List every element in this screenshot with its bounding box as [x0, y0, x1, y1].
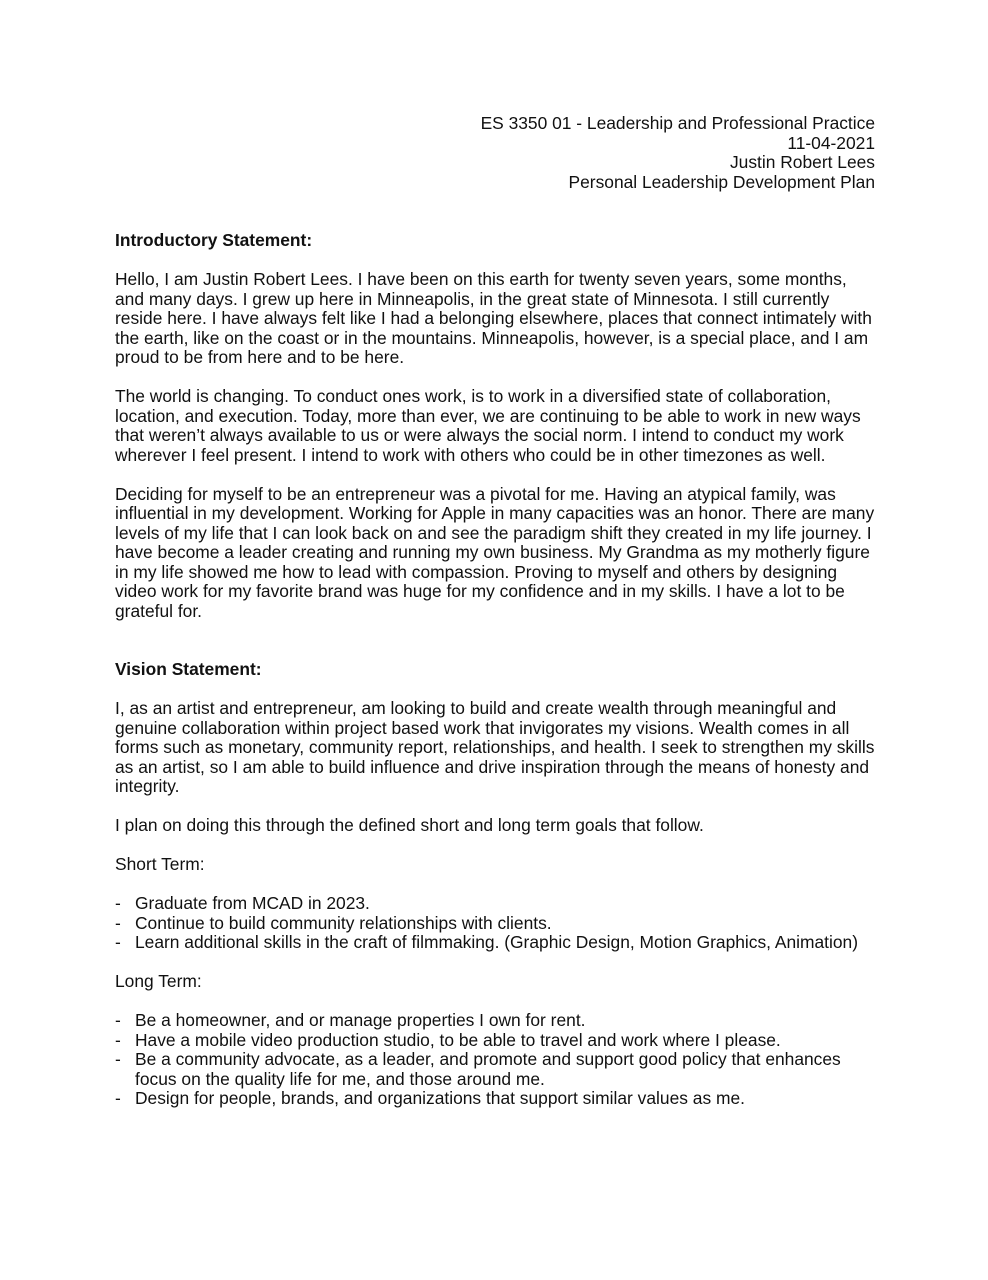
intro-paragraph: The world is changing. To conduct ones work, is to work in a diversified state of collaboration, location, and execution. Today, more than ever, we are continuing to be able to work in new ways that weren’t always available to us or were always the social norm. I intend to conduct my work wherever I feel present. I intend to work with others who could be in other timezones as well.: [115, 386, 861, 465]
short-term-label: Short Term:: [115, 854, 205, 874]
list-item-text: Continue to build community relationships with clients.: [135, 912, 552, 933]
list-item: [115, 1089, 875, 1109]
course-line: ES 3350 01 - Leadership and Professional Practice: [480, 113, 875, 133]
dash-marker: -: [115, 1010, 121, 1030]
list-item: [115, 1031, 875, 1051]
dash-marker: -: [115, 1049, 121, 1069]
list-item-text: Design for people, brands, and organizations that support similar values as me.: [135, 1088, 745, 1108]
list-item: [115, 1011, 875, 1031]
dash-marker: -: [115, 893, 121, 913]
intro-paragraph: Hello, I am Justin Robert Lees. I have been on this earth for twenty seven years, some months, and many days. I grew up here in Minneapolis, in the great state of Minnesota. I still currently reside here. I have always felt like I had a belonging elsewhere, places that connect intimately with the earth, like on the coast or in the mountains. Minneapolis, however, is a special place, and I am proud to be from here and to be here.: [115, 269, 872, 367]
vision-paragraph: I plan on doing this through the defined short and long term goals that follow.: [115, 815, 704, 835]
vision-heading: Vision Statement:: [115, 659, 262, 679]
list-item-text: Have a mobile video production studio, to be able to travel and work where I please.: [135, 1029, 781, 1050]
list-item-text: Be a community advocate, as a leader, and promote and support good policy that enhances focus on the quality life for me, and those around me.: [135, 1049, 841, 1089]
dash-marker: -: [115, 1029, 121, 1050]
document-header: [115, 114, 875, 192]
vision-paragraph: I, as an artist and entrepreneur, am looking to build and create wealth through meaningful and genuine collaboration within project based work that invigorates my visions. Wealth comes in all forms such as monetary, community report, relationships, and health. I seek to strengthen my skills as an artist, so I am able to build influence and drive inspiration through the means of honesty and integrity.: [115, 698, 875, 796]
intro-section: [115, 231, 875, 621]
date-line: 11-04-2021: [787, 132, 875, 153]
author-line: Justin Robert Lees: [729, 152, 875, 172]
dash-marker: -: [115, 932, 121, 952]
long-term-label: Long Term:: [115, 971, 202, 991]
list-item-text: Learn additional skills in the craft of filmmaking. (Graphic Design, Motion Graphics, Animation): [135, 932, 858, 952]
list-item: [115, 1050, 875, 1089]
document-title: Personal Leadership Development Plan: [568, 171, 875, 192]
short-term-list: [115, 894, 875, 953]
dash-marker: -: [115, 1088, 121, 1108]
list-item: [115, 933, 875, 953]
document-page: [115, 114, 875, 1128]
list-item: [115, 914, 875, 934]
long-term-list: [115, 1011, 875, 1109]
dash-marker: -: [115, 912, 121, 933]
intro-heading: Introductory Statement:: [115, 230, 313, 250]
list-item-text: Graduate from MCAD in 2023.: [135, 893, 370, 913]
intro-paragraph: Deciding for myself to be an entrepreneur was a pivotal for me. Having an atypical family, was influential in my development. Working for Apple in many capacities was an honor. There are many levels of my life that I can look back on and see the paradigm shift they created in my life journey. I have become a leader creating and running my own business. My Grandma as my motherly figure in my life showed me how to lead with compassion. Proving to myself and others by designing video work for my favorite brand was huge for my confidence and in my skills. I have a lot to be grateful for.: [115, 483, 875, 621]
list-item-text: Be a homeowner, and or manage properties I own for rent.: [135, 1010, 586, 1030]
section-spacer: [115, 641, 875, 661]
list-item: [115, 894, 875, 914]
vision-section: [115, 660, 875, 1109]
